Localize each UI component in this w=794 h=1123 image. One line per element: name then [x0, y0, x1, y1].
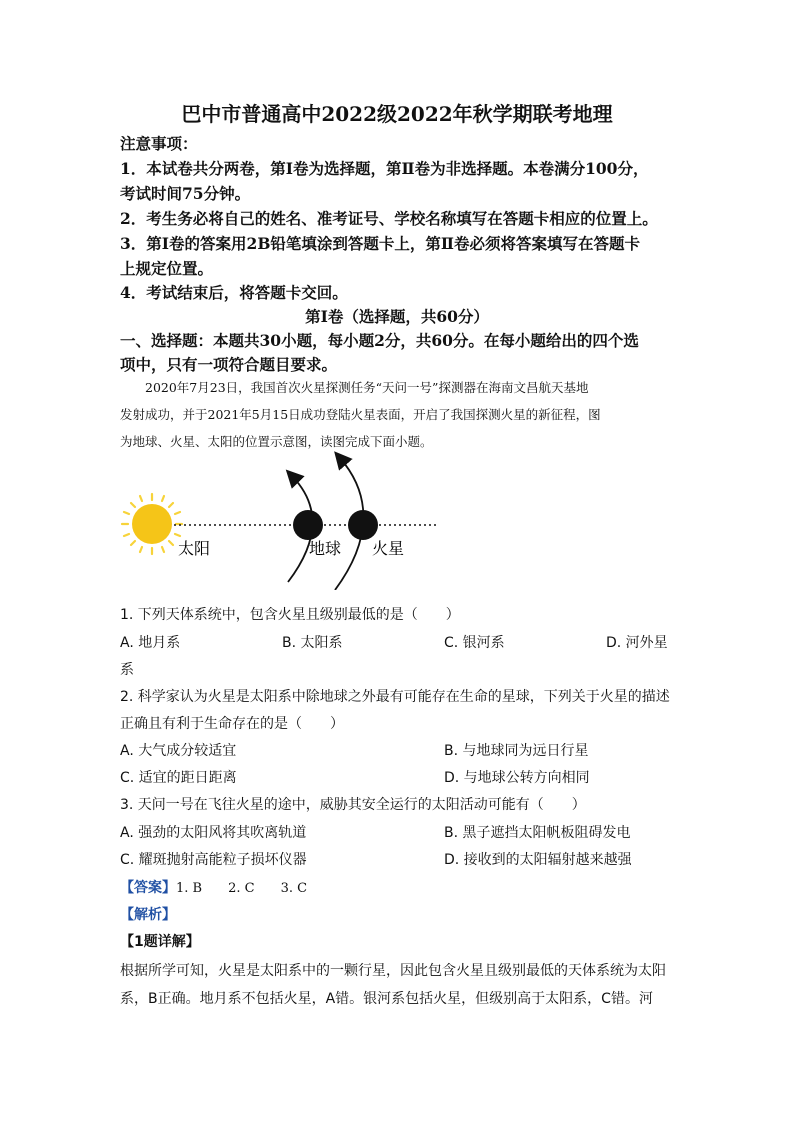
notice-item-3b: 上规定位置。 — [120, 259, 214, 278]
q2-option-b: B. 与地球同为远日行星 — [444, 743, 589, 759]
q1-option-b: B. 太阳系 — [282, 635, 343, 651]
q1-stem: 1. 下列天体系统中，包含火星且级别最低的是（ ） — [120, 607, 460, 623]
answer-values: 1. B 2. C 3. C — [176, 881, 308, 896]
q2-option-a: A. 大气成分较适宜 — [120, 743, 237, 759]
q3-option-b: B. 黑子遮挡太阳帆板阻碍发电 — [444, 825, 631, 841]
q2-stem-a: 2. 科学家认为火星是太阳系中除地球之外最有可能存在生命的星球，下列关于火星的描述 — [120, 689, 670, 705]
sun-icon — [122, 494, 182, 554]
sun-label: 太阳 — [178, 539, 211, 558]
sun-earth-mars-diagram — [110, 450, 450, 590]
analysis-line-1: 根据所学可知，火星是太阳系中的一颗行星，因此包含火星且级别最低的天体系统为太阳 — [120, 963, 666, 979]
q3-option-d: D. 接收到的太阳辐射越来越强 — [444, 852, 632, 868]
q1-option-d-wrap: 系 — [120, 662, 134, 678]
mars-icon — [348, 510, 378, 540]
q2-option-d: D. 与地球公转方向相同 — [444, 770, 590, 786]
q3-option-a: A. 强劲的太阳风将其吹离轨道 — [120, 825, 307, 841]
section-instruction-b: 项中，只有一项符合题目要求。 — [120, 355, 338, 374]
earth-icon — [293, 510, 323, 540]
answer-tag: 【答案】 — [120, 880, 176, 896]
section-instruction-a: 一、选择题：本题共30小题，每小题2分，共60分。在每小题给出的四个选 — [120, 331, 639, 350]
analysis-line-2: 系，B正确。地月系不包括火星，A错。银河系包括火星，但级别高于太阳系，C错。河 — [120, 991, 653, 1007]
analysis-sub-1: 【1题详解】 — [120, 934, 200, 950]
analysis-tag: 【解析】 — [120, 907, 176, 923]
notice-item-4: 4．考试结束后，将答题卡交回。 — [120, 283, 348, 302]
q1-option-d: D. 河外星 — [606, 635, 668, 651]
q1-option-a: A. 地月系 — [120, 635, 181, 651]
q3-stem: 3. 天问一号在飞往火星的途中，威胁其安全运行的太阳活动可能有（ ） — [120, 797, 586, 813]
q1-option-c: C. 银河系 — [444, 635, 505, 651]
q2-stem-b: 正确且有利于生命存在的是（ ） — [120, 716, 344, 732]
page-title: 巴中市普通高中2022级2022年秋学期联考地理 — [181, 102, 613, 126]
context-line-1: 2020年7月23日，我国首次火星探测任务“天问一号”探测器在海南文昌航天基地 — [145, 380, 589, 395]
notice-item-1a: 1．本试卷共分两卷，第Ⅰ卷为选择题，第Ⅱ卷为非选择题。本卷满分100分， — [120, 159, 649, 178]
notice-item-3a: 3．第Ⅰ卷的答案用2B铅笔填涂到答题卡上，第Ⅱ卷必须将答案填写在答题卡 — [120, 234, 640, 253]
notice-item-2: 2．考生务必将自己的姓名、准考证号、学校名称填写在答题卡相应的位置上。 — [120, 209, 658, 228]
answer-row — [120, 877, 307, 897]
notice-heading: 注意事项： — [120, 134, 198, 153]
section-heading: 第Ⅰ卷（选择题，共60分） — [305, 307, 489, 326]
context-line-2: 发射成功，并于2021年5月15日成功登陆火星表面，开启了我国探测火星的新征程，图 — [120, 407, 601, 422]
context-line-3: 为地球、火星、太阳的位置示意图，读图完成下面小题。 — [120, 434, 433, 449]
earth-label: 地球 — [309, 539, 342, 558]
notice-item-1b: 考试时间75分钟。 — [120, 184, 251, 203]
q3-option-c: C. 耀斑抛射高能粒子损坏仪器 — [120, 852, 307, 868]
q2-option-c: C. 适宜的距日距离 — [120, 770, 237, 786]
mars-label: 火星 — [372, 539, 405, 558]
